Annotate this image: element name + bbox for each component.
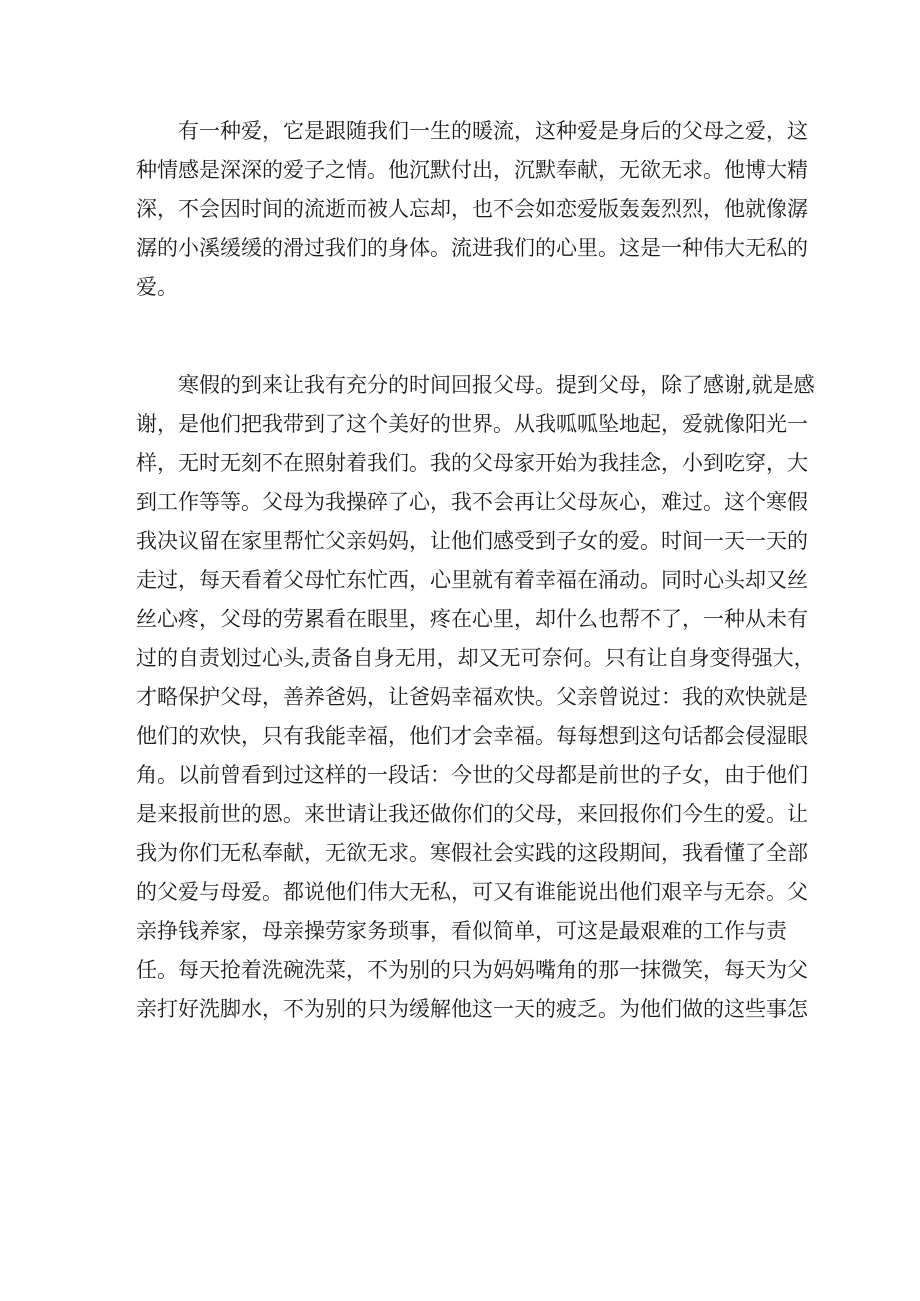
- text-line: 的父爱与母爱。都说他们伟大无私，可又有谁能说出他们艰辛与无奈。父: [136, 880, 808, 904]
- text-line: 丝心疼，父母的劳累看在眼里，疼在心里，却什么也帮不了，一种从未有: [136, 607, 808, 631]
- paragraph-2: [136, 366, 815, 1029]
- text-line: 潺的小溪缓缓的滑过我们的身体。流进我们的心里。这是一种伟大无私的: [136, 236, 808, 260]
- text-line: 深，不会因时间的流逝而被人忘却，也不会如恋爱版轰轰烈烈，他就像潺: [136, 197, 808, 221]
- text-line: 到工作等等。父母为我操碎了心，我不会再让父母灰心，难过。这个寒假: [136, 490, 808, 514]
- text-line: 样，无时无刻不在照射着我们。我的父母家开始为我挂念，小到吃穿，大: [136, 451, 808, 475]
- text-line: 爱。: [136, 275, 178, 299]
- text-line: 寒假的到来让我有充分的时间回报父母。提到父母，除了感谢,就是感: [178, 373, 815, 397]
- text-line: 我决议留在家里帮忙父亲妈妈，让他们感受到子女的爱。时间一天一天的: [136, 529, 808, 553]
- text-line: 他们的欢快，只有我能幸福，他们才会幸福。每每想到这句话都会侵湿眼: [136, 724, 808, 748]
- text-line: 谢，是他们把我带到了这个美好的世界。从我呱呱坠地起，爱就像阳光一: [136, 412, 808, 436]
- text-line: 种情感是深深的爱子之情。他沉默付出，沉默奉献，无欲无求。他博大精: [136, 158, 808, 182]
- text-line: 角。以前曾看到过这样的一段话：今世的父母都是前世的子女，由于他们: [136, 763, 808, 787]
- text-line: 才略保护父母，善养爸妈，让爸妈幸福欢快。父亲曾说过：我的欢快就是: [136, 685, 808, 709]
- text-line: 走过，每天看着父母忙东忙西，心里就有着幸福在涌动。同时心头却又丝: [136, 568, 808, 592]
- text-line: 过的自责划过心头,责备自身无用，却又无可奈何。只有让自身变得强大，: [136, 646, 815, 670]
- text-line: 亲挣钱养家，母亲操劳家务琐事，看似简单，可这是最艰难的工作与责: [136, 919, 787, 943]
- paragraph-1: [136, 112, 808, 307]
- text-line: 我为你们无私奉献，无欲无求。寒假社会实践的这段期间，我看懂了全部: [136, 841, 808, 865]
- text-line: 有一种爱，它是跟随我们一生的暖流，这种爱是身后的父母之爱，这: [178, 119, 808, 143]
- text-line: 任。每天抢着洗碗洗菜，不为别的只为妈妈嘴角的那一抹微笑，每天为父: [136, 958, 808, 982]
- text-line: 是来报前世的恩。来世请让我还做你们的父母，来回报你们今生的爱。让: [136, 802, 808, 826]
- text-line: 亲打好洗脚水，不为别的只为缓解他这一天的疲乏。为他们做的这些事怎: [136, 997, 808, 1021]
